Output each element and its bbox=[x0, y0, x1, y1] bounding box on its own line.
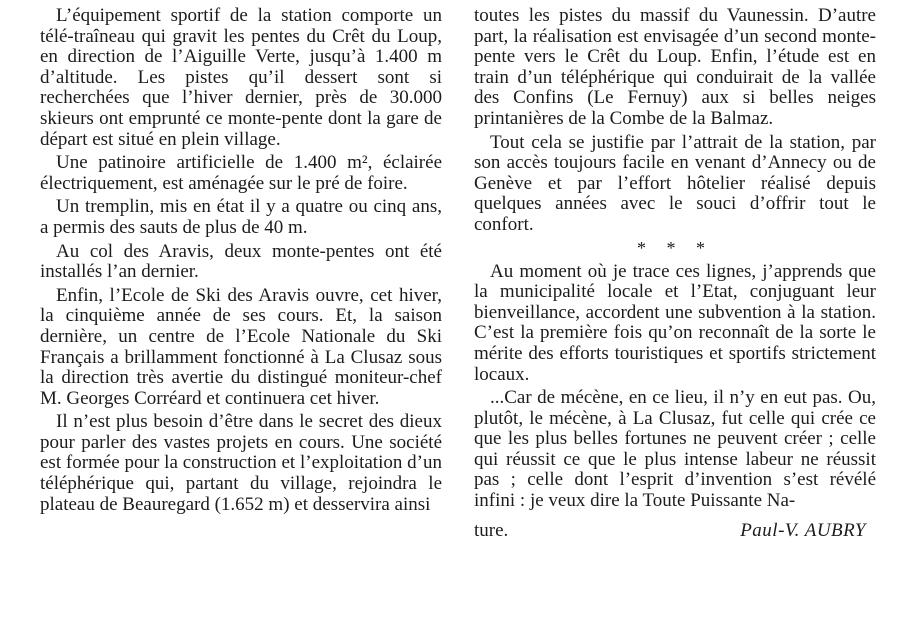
paragraph-col-des-aravis: Au col des Aravis, deux monte-pentes ont été installés l’an dernier. bbox=[40, 240, 442, 283]
paragraph-ski-school: Enfin, l’Ecole de Ski des Aravis ouvre, cet hiver, la cinquième année de ses cours. Et, la saison dernière, un centre de l’Ecole Nationale du Ski Français a brillamment fonctionné à La Clusaz sous la direction très avertie du distingué moniteur-chef M. Georges Corréard et continuera cet hiver. bbox=[40, 284, 442, 409]
paragraph-projects-continued: toutes les pistes du massif du Vaunessin. D’autre part, la réalisation est envisagée d’un second monte-pente vers le Crêt du Loup. Enfin, l’étude est en train d’un téléphérique qui conduirait de la vallée des Confins (Le Fernuy) aux si belles neiges printanières de la Combe de la Balmaz. bbox=[474, 5, 876, 129]
signature-row bbox=[474, 516, 876, 542]
paragraph-ending: ture. bbox=[474, 520, 509, 542]
paragraph-ice-rink: Une patinoire artificielle de 1.400 m², éclairée électriquement, est aménagée sur le pré de foire. bbox=[40, 152, 442, 194]
paragraph-access: Tout cela se justifie par l’attrait de la station, par son accès toujours facile en venant d’Annecy ou de Genève et par l’effort hôtelier réalisé depuis quelques années avec le souci d’offrir tout le confort. bbox=[474, 131, 876, 235]
right-column bbox=[474, 6, 876, 542]
paragraph-patron: ...Car de mécène, en ce lieu, il n’y en eut pas. Ou, plutôt, le mécène, à La Clusaz, fut celle qui crée ce que les plus belles fortunes ne peuvent créer ; celle qui réussit ce que le plus intense labeur ne réussit pas ; celle dont l’esprit d’invention s’est révélé infini : je veux dire la Toute Puissante Na- bbox=[474, 387, 876, 512]
asterism-separator: * * * bbox=[637, 237, 713, 258]
author-signature: Paul-V. AUBRY bbox=[740, 520, 866, 542]
paragraph-subsidy: Au moment où je trace ces lignes, j’apprends que la municipalité locale et l’Etat, conjuguant leur bienveillance, accordent une subvention à la station. C’est la première fois qu’on reconnaît de la sorte le mérite des efforts touristiques et sportifs strictement locaux. bbox=[474, 260, 876, 385]
paragraph-ski-lift: L’équipement sportif de la station comporte un télé-traîneau qui gravit les pentes du Crêt du Loup, en direction de l’Aiguille Verte, jusqu’à 1.400 m d’altitude. Les pistes qu’il dessert sont si recherchées que l’hiver dernier, près de 30.000 skieurs ont emprunté ce monte-pente dont la gare de départ est situé en plein village. bbox=[40, 5, 442, 150]
left-column bbox=[40, 6, 442, 518]
paragraph-projects: Il n’est plus besoin d’être dans le secret des dieux pour parler des vastes projets en cours. Une société est formée pour la construction et l’exploitation d’un téléphérique qui, partant du village, rejoindra le plateau de Beauregard (1.652 m) et desservira ainsi bbox=[40, 411, 442, 515]
paragraph-ski-jump: Un tremplin, mis en état il y a quatre ou cinq ans, a permis des sauts de plus de 40 m. bbox=[40, 196, 442, 238]
